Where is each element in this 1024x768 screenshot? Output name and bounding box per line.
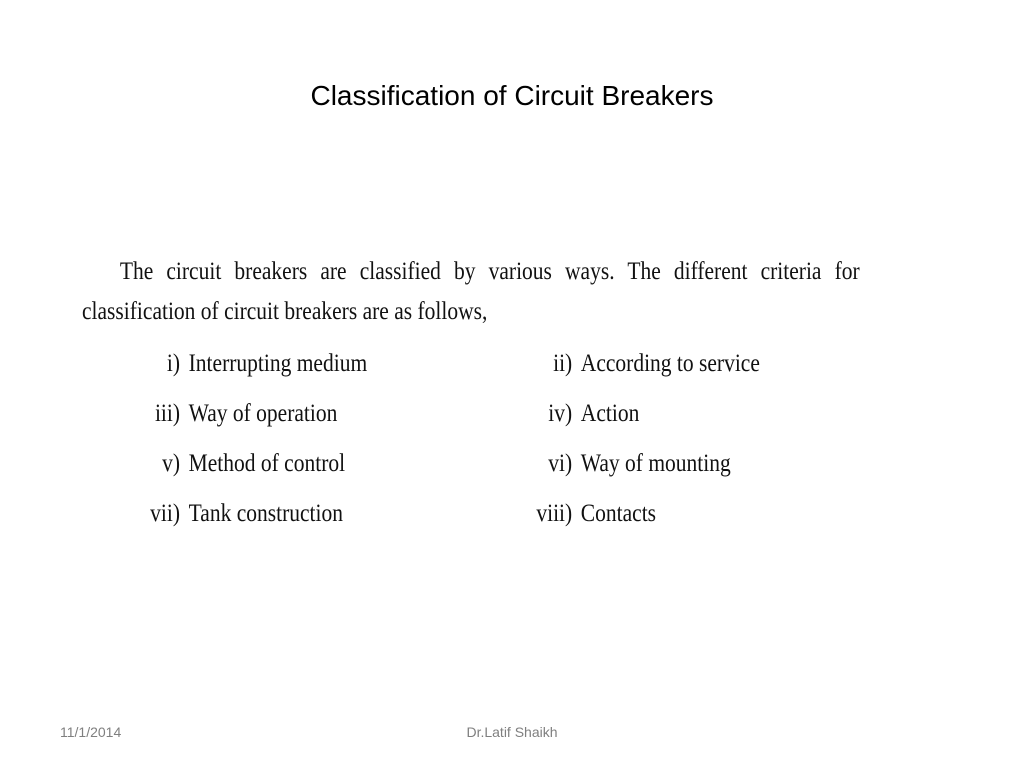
intro-text-line-2: classification of circuit breakers are as follows, (82, 298, 488, 325)
list-item-numeral: v) (162, 450, 181, 477)
list-item-numeral: iv) (548, 400, 573, 427)
list-item-numeral: vi) (548, 450, 573, 477)
list-item-label: Contacts (580, 500, 657, 527)
list-item-numeral: ii) (553, 350, 573, 377)
slide-title: Classification of Circuit Breakers (310, 80, 714, 111)
footer-author: Dr.Latif Shaikh (466, 724, 558, 740)
list-item-numeral: vii) (150, 500, 181, 527)
list-item-numeral: iii) (154, 400, 181, 427)
list-item-label: Tank construction (188, 500, 343, 527)
list-item-label: Method of control (188, 450, 346, 477)
list-item-label: Action (580, 400, 640, 427)
intro-text-line-1: The circuit breakers are classified by various ways. The different criteria for (119, 258, 860, 285)
list-item-numeral: i) (166, 350, 181, 377)
list-item-label: According to service (580, 350, 760, 377)
list-item-label: Way of operation (188, 400, 338, 427)
list-item-label: Interrupting medium (188, 350, 368, 377)
scanned-text-image (82, 252, 860, 542)
list-item-numeral: viii) (536, 500, 573, 527)
footer-date: 11/1/2014 (60, 724, 122, 740)
list-item-label: Way of mounting (580, 450, 731, 477)
